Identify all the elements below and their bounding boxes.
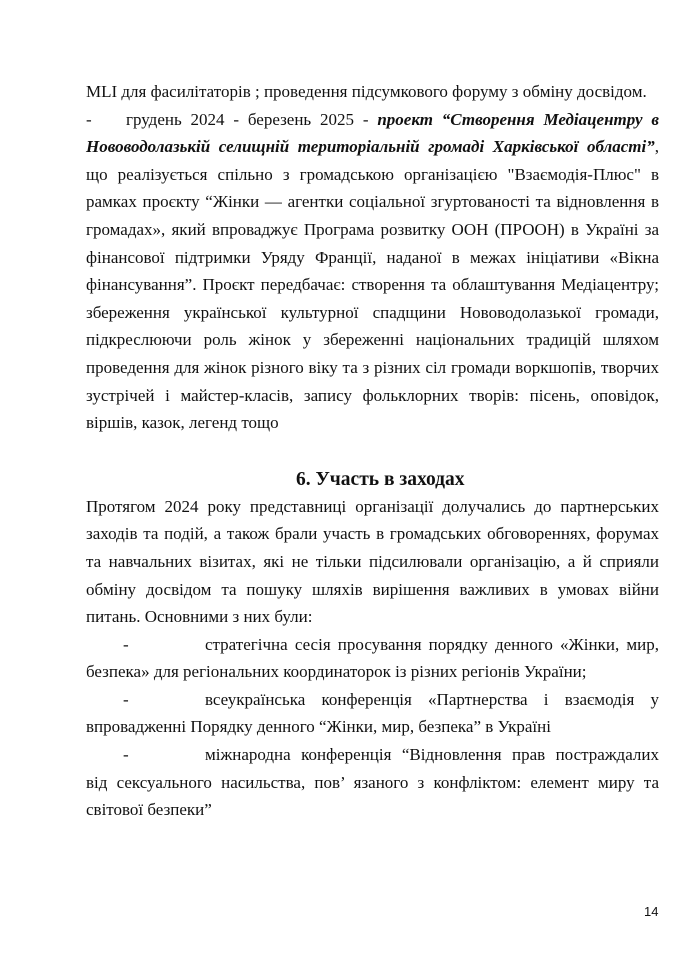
list-item-text: всеукраїнська конференція «Партнерства і взаємодія у впровадженні Порядку денного “Жінки, мир, безпека” в Україні xyxy=(86,689,659,737)
list-dash: - xyxy=(123,634,129,654)
page-number: 14 xyxy=(644,904,659,919)
list-dash: - xyxy=(123,689,129,709)
project-dates: грудень 2024 - березень 2025 - xyxy=(126,109,378,129)
project-description: , що реалізується спільно з громадською організацією "Взаємодія-Плюс" в рамках проєкту “Жінки — агентки соціальної згуртованості та відновлення в громадах», який впроваджує Програма розвитку ООН (ПРООН) в Україні за фінансової підтримки Уряду Франції, наданої в межах ініціативи «Вікна фінансування”. Проєкт передбачає: створення та облаштування Медіацентру; збереження української культурної спадщини Нововодолазької громади, підкреслюючи роль жінок у збереженні національних традицій шляхом проведення для жінок різного віку та з різних сіл громади воркшопів, творчих зустрічей і майстер-класів, запису фольклорних творів: пісень, оповідок, віршів, казок, легенд тощо xyxy=(86,137,659,433)
section-intro: Протягом 2024 року представниці організації долучались до партнерських заходів та подій, а також брали участь в громадських обговореннях, форумах та навчальних візитах, які не тільки підсилювали організацію, а й сприяли обміну досвідом та пошуку шляхів вирішення важливих в умовах війни питань. Основними з них були: xyxy=(86,496,659,627)
list-item xyxy=(86,686,659,741)
paragraph-continuation: MLI для фасилітаторів ; проведення підсумкового форуму з обміну досвідом. xyxy=(86,82,647,101)
list-item xyxy=(86,741,659,824)
project-title: проект “Створення Медіацентру в Нововодолазькій селищній територіальній громаді Харківської області” xyxy=(86,109,659,157)
list-item xyxy=(86,631,659,686)
list-dash: - xyxy=(123,745,129,765)
list-item-text: міжнародна конференція “Відновлення прав постраждалих від сексуального насильства, пов’ язаного з конфліктом: елемент миру та світової безпеки” xyxy=(86,745,659,820)
section-heading: 6. Участь в заходах xyxy=(296,468,465,490)
list-item-text: стратегічна сесія просування порядку денного «Жінки, мир, безпека» для регіональних координаторок із різних регіонів України; xyxy=(86,634,659,682)
document-page xyxy=(86,78,659,824)
list-dash: - xyxy=(86,109,92,129)
project-item xyxy=(86,106,659,437)
